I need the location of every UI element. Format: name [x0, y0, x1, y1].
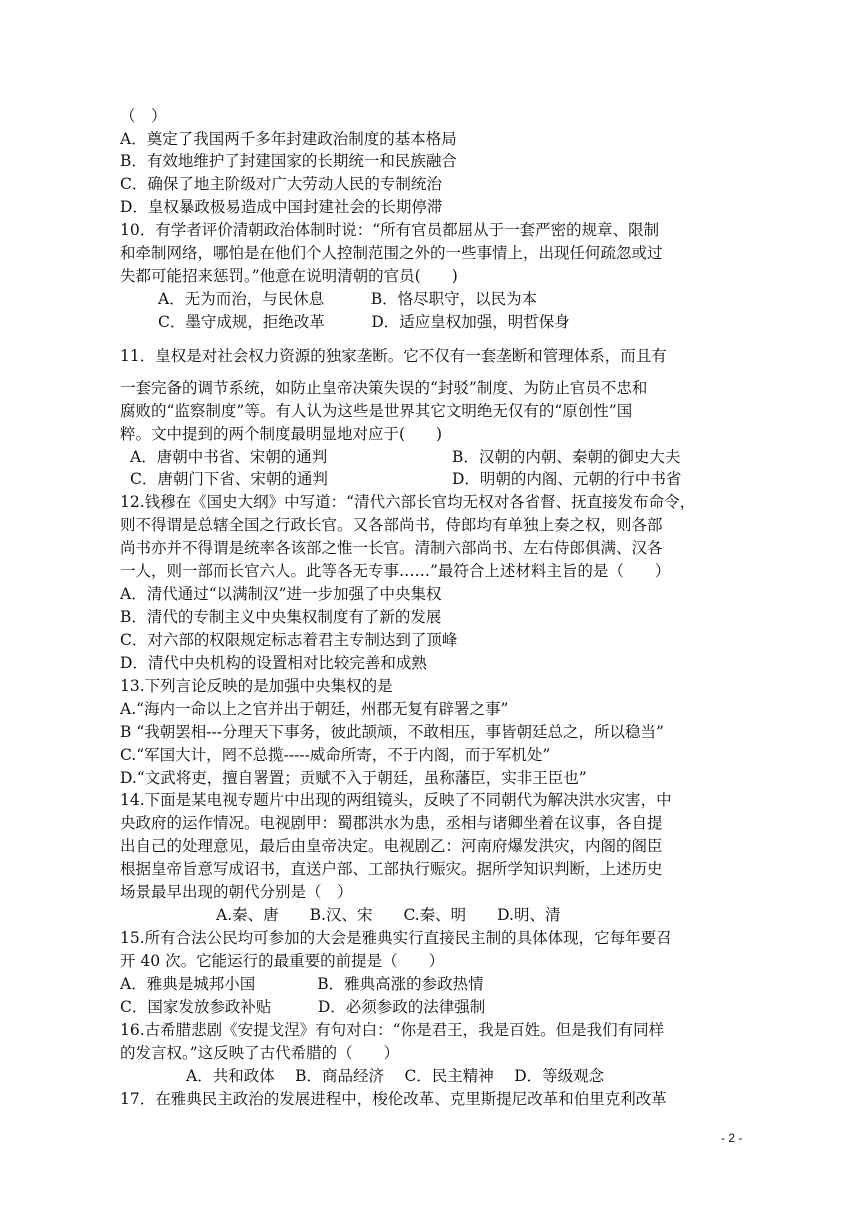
q10-stem-line: 10．有学者评价清朝政治体制时说：“所有官员都屈从于一套严密的规章、限制 [120, 221, 660, 239]
q16-stem-line: 16.古希腊悲剧《安提戈涅》有句对白：“你是君王，我是百姓。但是我们有同样 [120, 1021, 665, 1039]
q10-stem-line: 失都可能招来惩罚。”他意在说明清朝的官员( ) [120, 267, 458, 285]
q17-stem-line: 17．在雅典民主政治的发展进程中，梭伦改革、克里斯提尼改革和伯里克利改革 [120, 1090, 667, 1108]
q14-options: A.秦、唐 B.汉、宋 C.秦、明 D.明、清 [216, 906, 561, 924]
q12-option-b: B．清代的专制主义中央集权制度有了新的发展 [120, 608, 442, 626]
q14-stem-line: 根据皇帝旨意写成诏书，直送户部、工部执行赈灾。据所学知识判断，上述历史 [120, 860, 663, 878]
q9-option-b: B．有效地维护了封建国家的长期统一和民族融合 [120, 152, 457, 170]
q10-stem-line: 和牵制网络，哪怕是在他们个人控制范围之外的一些事情上，出现任何疏忽或过 [120, 244, 663, 262]
q15-stem-line: 15.所有合法公民均可参加的大会是雅典实行直接民主制的具体体现，它每年要召 [120, 929, 672, 947]
q10-options-cd: C．墨守成规，拒绝改革 D．适应皇权加强，明哲保身 [158, 313, 570, 331]
q9-option-a: A．奠定了我国两千多年封建政治制度的基本格局 [120, 130, 457, 148]
q11-stem-line: 粹。文中提到的两个制度最明显地对应于( ) [120, 425, 443, 443]
q15-options-ab: A．雅典是城邦小国 B．雅典高涨的参政热情 [120, 975, 484, 993]
q10-options-ab: A．无为而治，与民休息 B．恪尽职守，以民为本 [158, 290, 538, 308]
q11-option-d: D．明朝的内阁、元朝的行中书省 [452, 470, 682, 488]
q12-option-a: A．清代通过“以满制汉”进一步加强了中央集权 [120, 585, 442, 603]
q14-stem-line: 14.下面是某电视专题片中出现的两组镜头，反映了不同朝代为解决洪水灾害，中 [120, 791, 672, 809]
q11-stem-line: 一套完备的调节系统，如防止皇帝决策失误的“封驳”制度、为防止官员不忠和 [120, 379, 648, 397]
q14-stem-line: 出自己的处理意见，最后由皇帝决定。电视剧乙：河南府爆发洪灾，内阁的阁臣 [120, 837, 663, 855]
q11-option-b: B．汉朝的内朝、秦朝的御史大夫 [452, 448, 681, 466]
q13-option-a: A.“海内一命以上之官并出于朝廷，州郡无复有辟署之事” [120, 700, 509, 718]
q11-option-c: C．唐朝门下省、宋朝的通判 [130, 470, 328, 488]
q9-option-c: C．确保了地主阶级对广大劳动人民的专制统治 [120, 175, 442, 193]
q13-stem: 13.下列言论反映的是加强中央集权的是 [120, 677, 393, 695]
q15-stem-line: 开 40 次。它能运行的最重要的前提是（ ） [120, 952, 445, 970]
q12-option-d: D．清代中央机构的设置相对比较完善和成熟 [120, 654, 427, 672]
q11-stem-line: 11．皇权是对社会权力资源的独家垄断。它不仅有一套垄断和管理体系，而且有 [120, 347, 667, 365]
q16-stem-line: 的发言权。”这反映了古代希腊的（ ） [120, 1044, 400, 1062]
q9-answer-bracket: （ ） [120, 107, 167, 125]
q14-stem-line: 央政府的运作情况。电视剧甲：蜀郡洪水为患，丞相与诸卿坐着在议事，各自提 [120, 814, 663, 832]
q12-stem-line: 一人，则一部而长官六人。此等各无专事……”最符合上述材料主旨的是（ ） [120, 562, 671, 580]
q12-option-c: C．对六部的权限规定标志着君主专制达到了顶峰 [120, 631, 458, 649]
q12-stem-line: 则不得谓是总辖全国之行政长官。又各部尚书，侍郎均有单独上奏之权，则各部 [120, 516, 663, 534]
q12-stem-line: 12.钱穆在《国史大纲》中写道：“清代六部长官均无权对各省督、抚直接发布命令， [120, 493, 696, 511]
q13-option-d: D.“文武将吏，擅自署置；贡赋不入于朝廷，虽称藩臣，实非王臣也” [120, 769, 587, 787]
q16-options: A．共和政体 B．商品经济 C．民主精神 D．等级观念 [186, 1067, 605, 1085]
q13-option-b: B “我朝罢相---分理天下事务，彼此颉颃，不敢相压，事皆朝廷总之，所以稳当” [120, 723, 664, 741]
q11-stem-line: 腐败的“监察制度”等。有人认为这些是世界其它文明绝无仅有的“原创性”国 [120, 402, 633, 420]
q9-option-d: D．皇权暴政极易造成中国封建社会的长期停滞 [120, 198, 443, 216]
q11-option-a: A．唐朝中书省、宋朝的通判 [130, 448, 328, 466]
q15-options-cd: C．国家发放参政补贴 D．必须参政的法律强制 [120, 998, 486, 1016]
q12-stem-line: 尚书亦并不得谓是统率各该部之惟一长官。清制六部尚书、左右侍郎俱满、汉各 [120, 539, 663, 557]
q14-stem-line: 场景最早出现的朝代分别是（ ） [120, 883, 353, 901]
q13-option-c: C.“军国大计，罔不总揽-----威命所寄，不于内阁，而于军机处” [120, 746, 551, 764]
page-number: - 2 - [721, 1131, 743, 1145]
